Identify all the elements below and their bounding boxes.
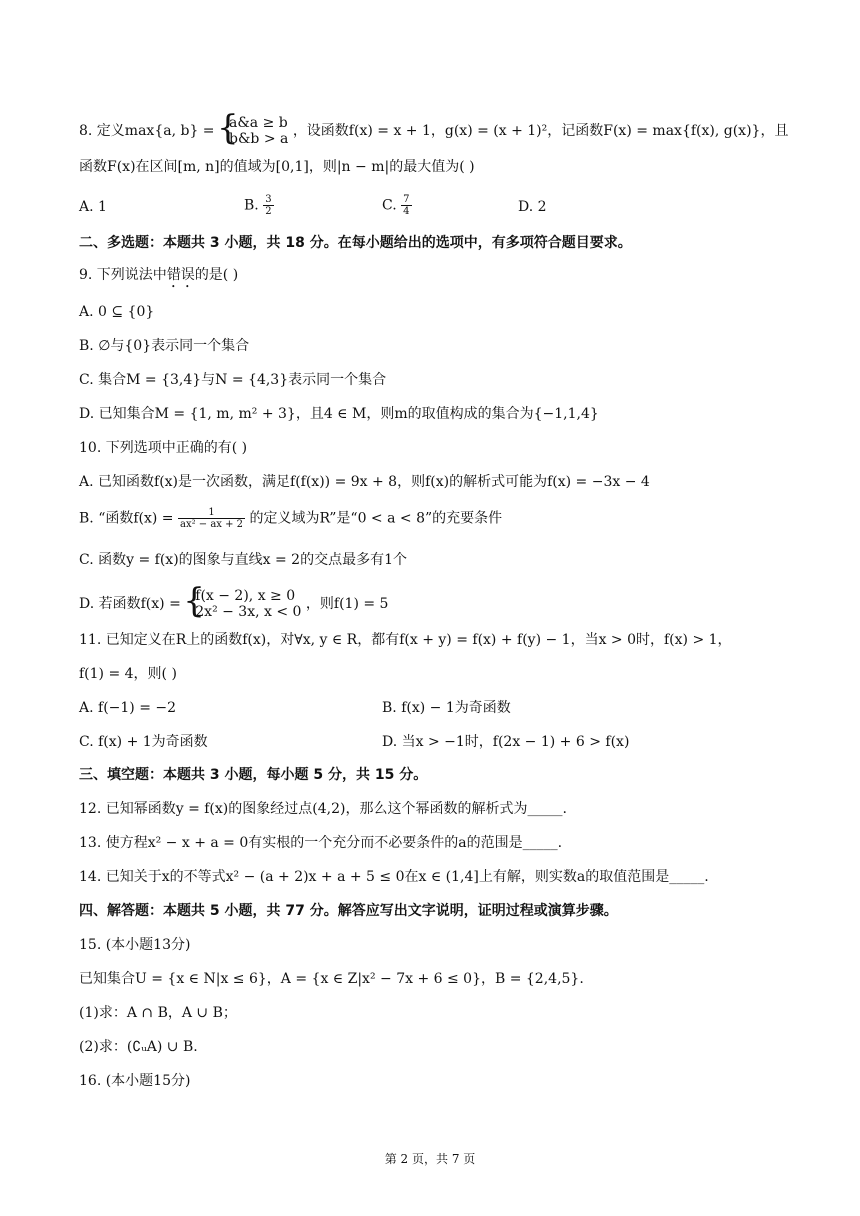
- q9-stem-emph: 错误: [166, 267, 195, 283]
- q11-option-c: C. f(x) + 1为奇函数: [79, 734, 208, 750]
- q9-option-a: A. 0 ⊆ {0}: [79, 304, 155, 320]
- q13: 13. 使方程x² − x + a = 0有实根的一个充分而不必要条件的a的范围是_____.: [79, 835, 563, 851]
- q10-option-d-case1: { f(x − 2), x ≥ 0: [195, 588, 296, 604]
- q12: 12. 已知幂函数y = f(x)的图象经过点(4,2)，那么这个幂函数的解析式为_____.: [79, 801, 567, 817]
- q8-piecewise: [219, 115, 288, 147]
- q10-option-b-num: 1: [178, 507, 245, 519]
- q9-option-d: D. 已知集合M = {1, m, m² + 3}，且4 ∈ M，则m的取值构成的集合为{−1,1,4}: [79, 406, 599, 422]
- q10-option-d-piecewise: [185, 588, 301, 620]
- q8-line2: 函数F(x)在区间[m, n]的值域为[0,1]，则|n − m|的最大值为( ): [79, 159, 475, 175]
- q14: 14. 已知关于x的不等式x² − (a + 2)x + a + 5 ≤ 0在x ∈ (1,4]上有解，则实数a的取值范围是_____.: [79, 869, 709, 885]
- q15-header: 15. (本小题13分): [79, 937, 191, 953]
- q10-option-d-case2: 2x² − 3x, x < 0: [195, 604, 302, 620]
- q8-option-c-fraction: [401, 194, 411, 217]
- q10-option-b-den: ax² − ax + 2: [179, 519, 244, 530]
- q16-header: 16. (本小题15分): [79, 1073, 191, 1089]
- q11-line2: f(1) = 4，则( ): [79, 666, 177, 682]
- q8-option-d: D. 2: [518, 199, 547, 215]
- q15-part2: (2)求：(∁ᵤA) ∪ B.: [79, 1039, 198, 1055]
- page-footer: 第 2 页，共 7 页: [384, 1152, 476, 1166]
- q9-stem-post: 的是( ): [194, 267, 239, 283]
- q10-option-d: [79, 588, 388, 620]
- section3-heading: 三、填空题：本题共 3 小题，每小题 5 分，共 15 分。: [79, 767, 428, 783]
- q10-option-c: C. 函数y = f(x)的图象与直线x = 2的交点最多有1个: [79, 552, 407, 568]
- q10-option-b: [79, 507, 502, 530]
- q11-option-a: A. f(−1) = −2: [79, 700, 177, 716]
- q9-option-b: B. ∅与{0}表示同一个集合: [79, 338, 250, 354]
- q10-stem: 10. 下列选项中正确的有( ): [79, 440, 248, 456]
- section2-heading: 二、多选题：本题共 3 小题，共 18 分。在每小题给出的选项中，有多项符合题目要求。: [79, 235, 632, 251]
- q8-option-c: [382, 194, 412, 217]
- q8-option-a: A. 1: [79, 199, 107, 215]
- q8-rest: ，设函数f(x) = x + 1，g(x) = (x + 1)²，记函数F(x) = max{f(x), g(x)}，且: [292, 123, 789, 139]
- q8-option-b-fraction: [263, 194, 273, 217]
- q11-option-b: B. f(x) − 1为奇函数: [382, 700, 511, 716]
- q11-line1: 11. 已知定义在R上的函数f(x)，对∀x, y ∈ R，都有f(x + y) = f(x) + f(y) − 1，当x > 0时，f(x) > 1，: [79, 632, 732, 648]
- q9-stem-pre: 9. 下列说法中: [79, 267, 167, 283]
- q9-option-c: C. 集合M = {3,4}与N = {4,3}表示同一个集合: [79, 372, 387, 388]
- q11-option-d: D. 当x > −1时，f(2x − 1) + 6 > f(x): [382, 734, 630, 750]
- q8-option-b-num: 3: [265, 194, 272, 205]
- q8-case2: b&b > a: [228, 131, 289, 147]
- q8-option-c-prefix: C.: [382, 197, 397, 214]
- q8-case1: { a&a ≥ b: [228, 115, 288, 131]
- q15-given: 已知集合U = {x ∈ N|x ≤ 6}，A = {x ∈ Z|x² − 7x + 6 ≤ 0}，B = {2,4,5}.: [79, 971, 584, 987]
- q10-option-b-pre: B. “函数f(x) =: [79, 510, 174, 527]
- q8-line1: [79, 115, 788, 147]
- q10-option-d-post: ，则f(1) = 5: [305, 596, 389, 612]
- q10-option-d-pre: D. 若函数f(x) =: [79, 596, 181, 612]
- q8-prefix: 8. 定义max{a, b} =: [79, 123, 215, 139]
- q8-option-c-num: 7: [403, 194, 410, 205]
- q8-option-b: [244, 194, 274, 217]
- q10-option-b-fraction: [178, 507, 245, 530]
- q10-option-a: A. 已知函数f(x)是一次函数，满足f(f(x)) = 9x + 8，则f(x)的解析式可能为f(x) = −3x − 4: [79, 474, 650, 490]
- q10-option-b-post: 的定义域为R”是“0 < a < 8”的充要条件: [249, 510, 503, 527]
- q8-option-b-den: 2: [265, 206, 272, 217]
- q15-part1: (1)求：A ∩ B，A ∪ B；: [79, 1005, 237, 1021]
- q9-stem: [79, 265, 238, 291]
- q8-option-b-prefix: B.: [244, 197, 259, 214]
- q8-option-c-den: 4: [403, 206, 410, 217]
- section4-heading: 四、解答题：本题共 5 小题，共 77 分。解答应写出文字说明，证明过程或演算步骤。: [79, 903, 618, 919]
